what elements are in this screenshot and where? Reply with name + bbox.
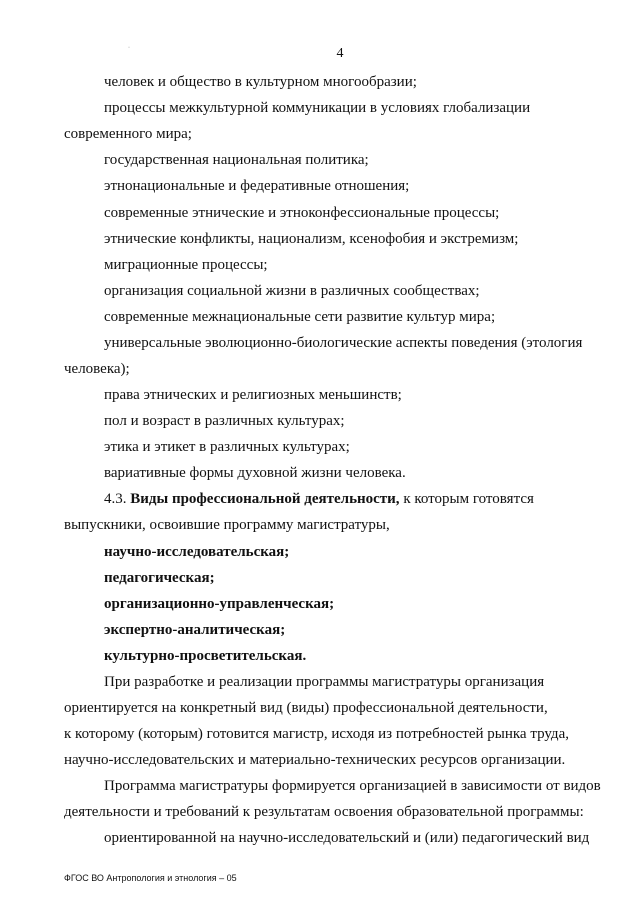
paragraph-line: деятельности и требований к результатам освоения образовательной программы: <box>64 804 584 820</box>
section-heading-continued: выпускники, освоившие программу магистратуры, <box>64 517 390 533</box>
paragraph-line: Программа магистратуры формируется организацией в зависимости от видов <box>104 778 601 794</box>
list-item: современные межнациональные сети развитие культур мира; <box>104 309 496 325</box>
list-item: этнические конфликты, национализм, ксенофобия и экстремизм; <box>104 231 519 247</box>
paragraph-line: ориентируется на конкретный вид (виды) профессиональной деятельности, <box>64 700 548 716</box>
list-item: современные этнические и этноконфессиональные процессы; <box>104 205 500 221</box>
paragraph-line: При разработке и реализации программы магистратуры организация <box>104 674 545 690</box>
paragraph-line: ориентированной на научно-исследовательский и (или) педагогический вид <box>104 830 590 846</box>
page-number: 4 <box>336 46 344 61</box>
list-item: вариативные формы духовной жизни человека. <box>104 465 406 481</box>
footer-text: ФГОС ВО Антропология и этнология – 05 <box>64 873 237 883</box>
paragraph-line: к которому (которым) готовится магистр, исходя из потребностей рынка труда, <box>64 726 569 742</box>
list-item: организация социальной жизни в различных сообществах; <box>104 283 480 299</box>
list-item: процессы межкультурной коммуникации в условиях глобализации <box>104 100 531 116</box>
activity-item: организационно-управленческая; <box>104 596 335 612</box>
list-item: права этнических и религиозных меньшинств; <box>104 387 402 403</box>
list-item: государственная национальная политика; <box>104 152 369 168</box>
activity-item: педагогическая; <box>104 570 215 586</box>
list-item: этика и этикет в различных культурах; <box>104 439 350 455</box>
list-item: пол и возраст в различных культурах; <box>104 413 345 429</box>
list-item: универсальные эволюционно-биологические аспекты поведения (этология <box>104 335 583 351</box>
section-number: 4.3. <box>104 491 127 507</box>
activity-item: экспертно-аналитическая; <box>104 622 286 638</box>
list-item-continued: современного мира; <box>64 126 192 142</box>
activity-item: культурно-просветительская. <box>104 648 307 664</box>
activity-item: научно-исследовательская; <box>104 544 290 560</box>
scan-mark: · <box>128 45 130 51</box>
list-item-continued: человека); <box>64 361 130 377</box>
list-item: этнонациональные и федеративные отношения; <box>104 178 410 194</box>
section-title-bold: Виды профессиональной деятельности, <box>130 491 400 507</box>
section-heading <box>104 489 616 509</box>
section-title-rest: к которым готовятся <box>403 491 534 507</box>
list-item: человек и общество в культурном многообразии; <box>104 74 417 90</box>
list-item: миграционные процессы; <box>104 257 268 273</box>
paragraph-line: научно-исследовательских и материально-технических ресурсов организации. <box>64 752 566 768</box>
